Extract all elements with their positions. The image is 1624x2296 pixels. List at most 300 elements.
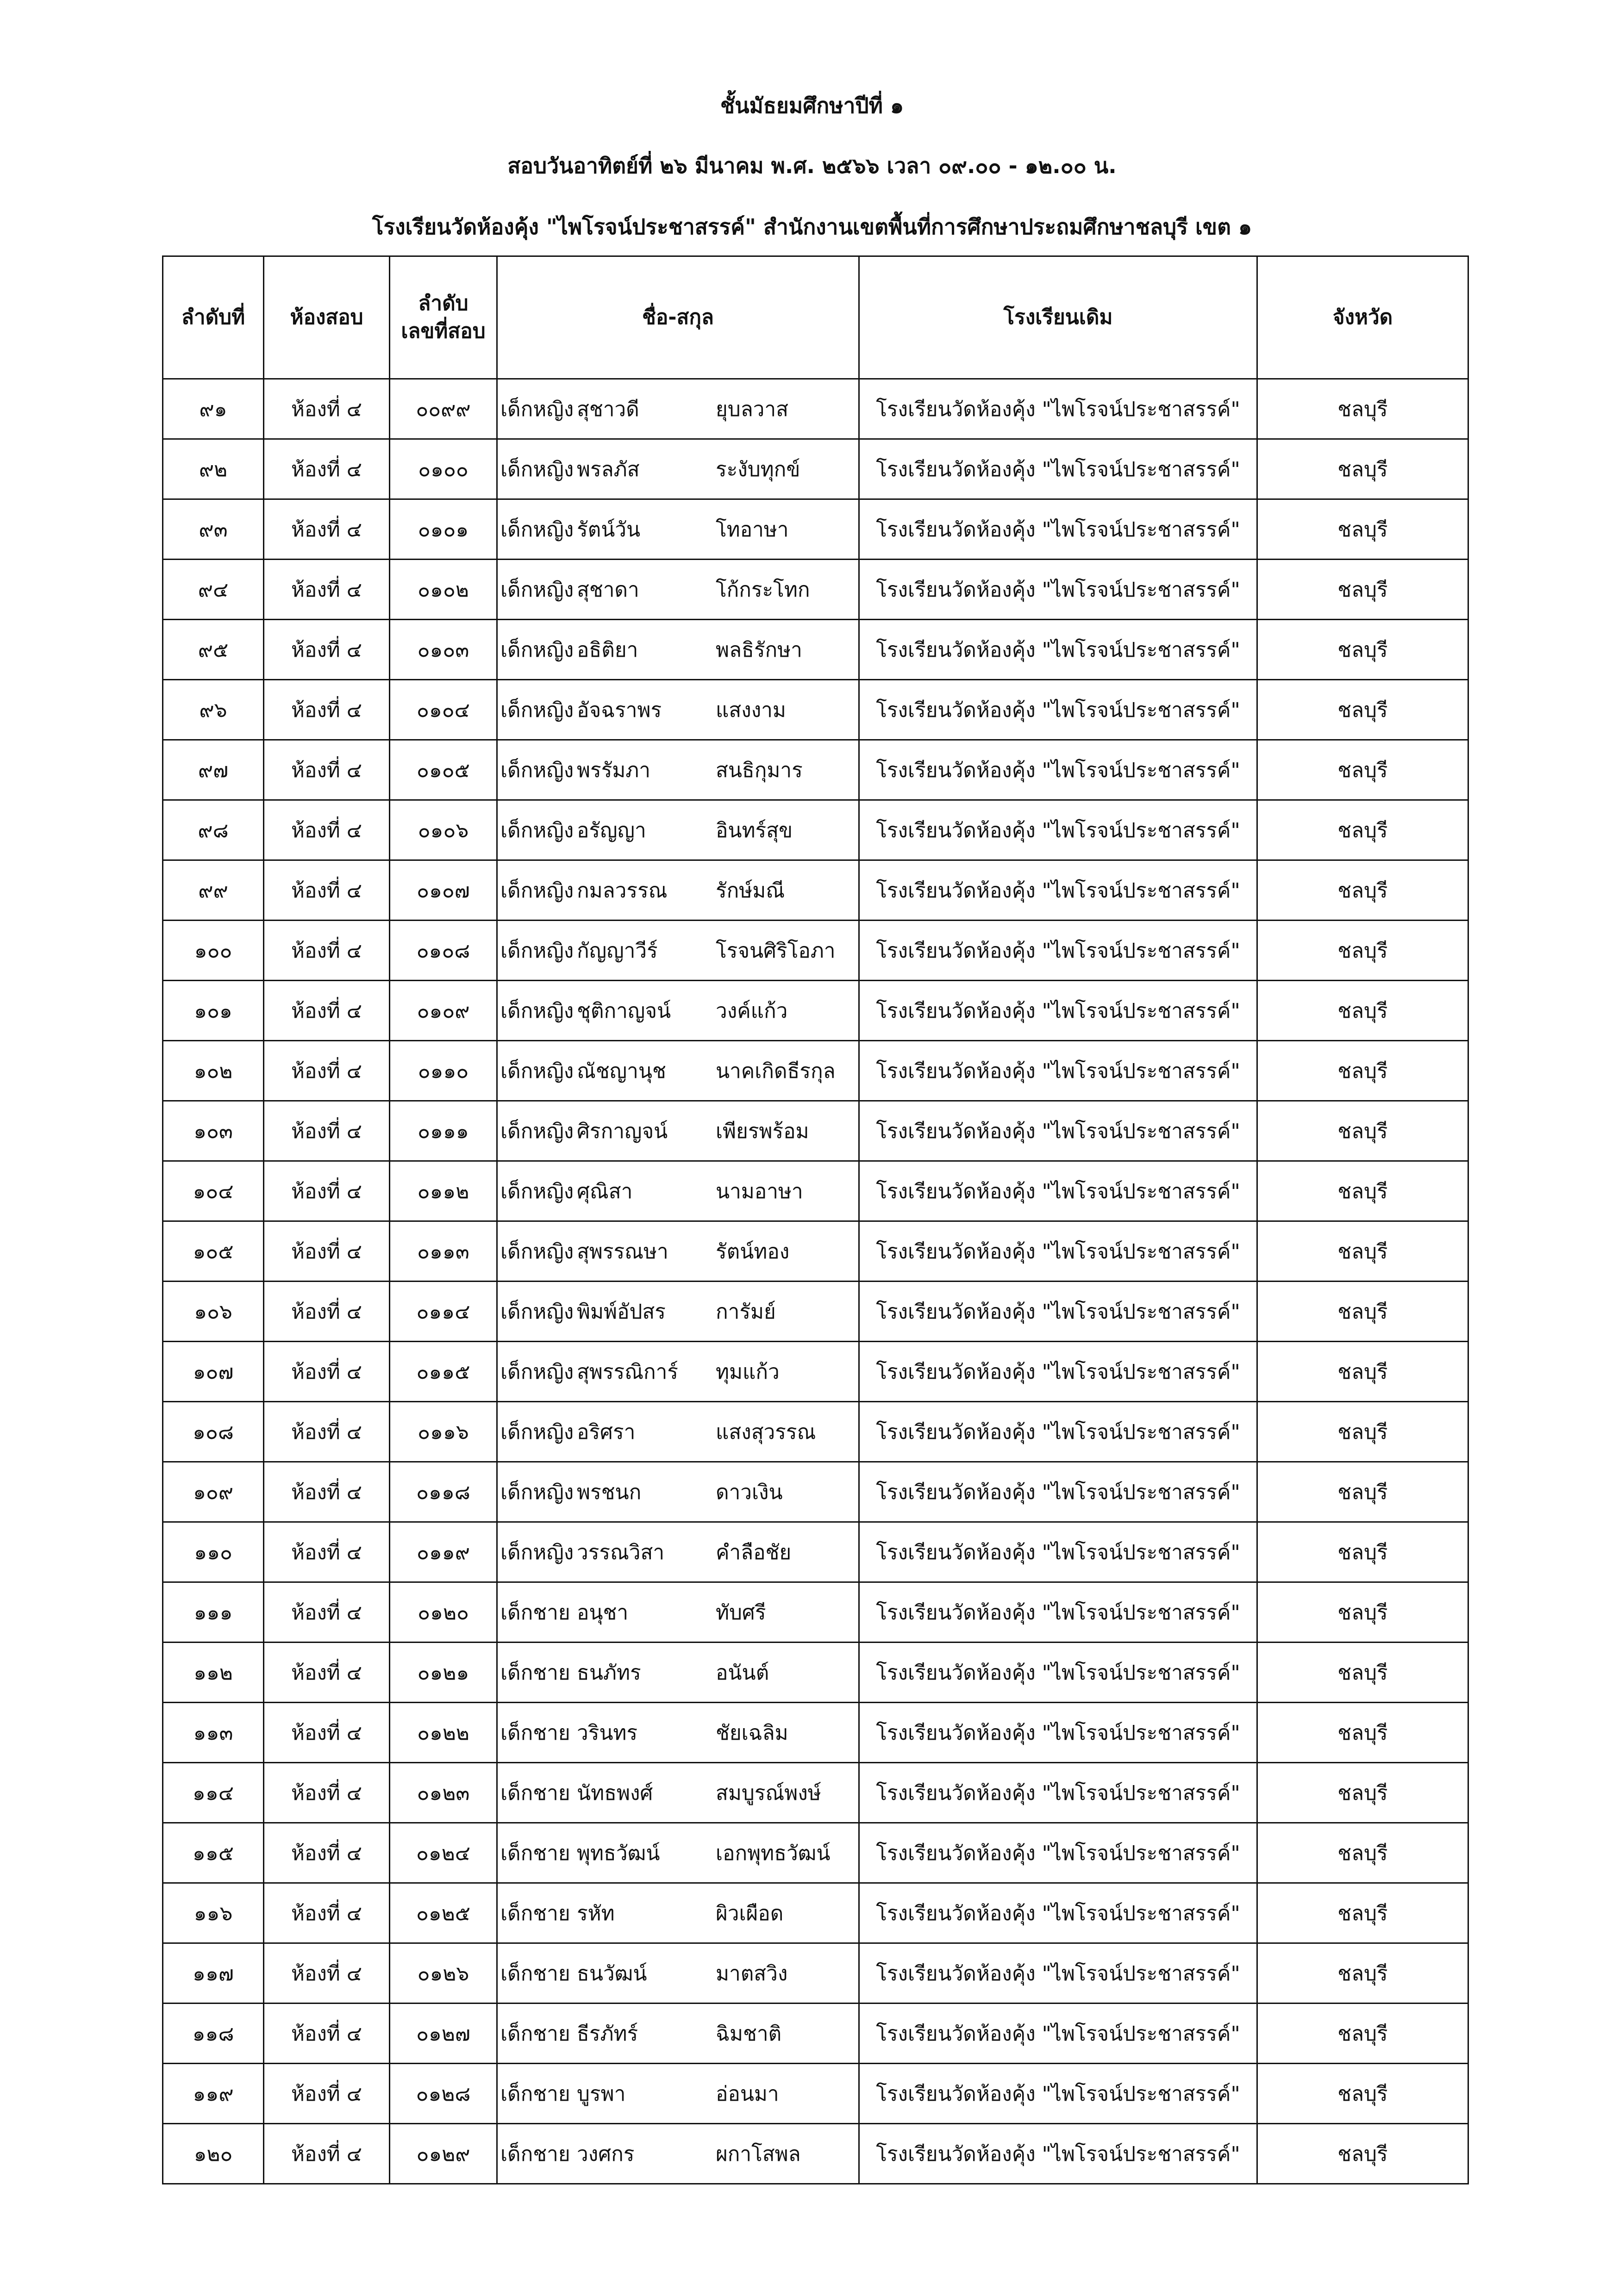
name-prefix: เด็กชาย bbox=[500, 1781, 570, 1805]
school-cell: โรงเรียนวัดห้องคุ้ง "ไพโรจน์ประชาสรรค์" bbox=[859, 1763, 1257, 1823]
first-name: วงศกร bbox=[577, 2142, 635, 2166]
name-prefix: เด็กหญิง bbox=[500, 397, 574, 421]
first-name: อธิติยา bbox=[577, 638, 638, 662]
school-cell: โรงเรียนวัดห้องคุ้ง "ไพโรจน์ประชาสรรค์" bbox=[859, 1823, 1257, 1883]
seat-cell: ๐๑๐๒ bbox=[390, 560, 497, 620]
province-cell: ชลบุรี bbox=[1257, 1462, 1468, 1522]
seat-cell: ๐๑๒๗ bbox=[390, 2004, 497, 2064]
table-row bbox=[163, 921, 1468, 981]
name-prefix: เด็กหญิง bbox=[500, 939, 574, 963]
room-cell: ห้องที่ ๔ bbox=[264, 1282, 390, 1342]
table-row bbox=[163, 800, 1468, 860]
table-row bbox=[163, 1703, 1468, 1763]
first-name: พรรัมภา bbox=[577, 758, 650, 782]
first-name: ธนวัฒน์ bbox=[577, 1961, 647, 1985]
last-name: รัตน์ทอง bbox=[716, 1239, 790, 1263]
last-name: โก้กระโทก bbox=[716, 578, 810, 602]
last-name: ทุมแก้ว bbox=[716, 1360, 780, 1384]
table-row bbox=[163, 981, 1468, 1041]
province-cell: ชลบุรี bbox=[1257, 1643, 1468, 1703]
table-row bbox=[163, 740, 1468, 800]
seat-cell: ๐๑๒๘ bbox=[390, 2064, 497, 2124]
order-cell: ๑๑๑ bbox=[163, 1582, 264, 1643]
province-cell: ชลบุรี bbox=[1257, 1763, 1468, 1823]
room-cell: ห้องที่ ๔ bbox=[264, 1342, 390, 1402]
last-name: โรจนศิริโอภา bbox=[716, 939, 836, 963]
first-name: กัญญาวีร์ bbox=[577, 939, 658, 963]
room-cell: ห้องที่ ๔ bbox=[264, 2064, 390, 2124]
last-name: ยุบลวาส bbox=[716, 397, 788, 421]
name-prefix: เด็กหญิง bbox=[500, 878, 574, 902]
school-cell: โรงเรียนวัดห้องคุ้ง "ไพโรจน์ประชาสรรค์" bbox=[859, 439, 1257, 499]
name-cell bbox=[497, 800, 859, 860]
school-cell: โรงเรียนวัดห้องคุ้ง "ไพโรจน์ประชาสรรค์" bbox=[859, 2004, 1257, 2064]
seat-cell: ๐๑๒๖ bbox=[390, 1943, 497, 2004]
name-cell bbox=[497, 1221, 859, 1282]
table-row bbox=[163, 379, 1468, 439]
name-prefix: เด็กหญิง bbox=[500, 999, 574, 1023]
room-cell: ห้องที่ ๔ bbox=[264, 1462, 390, 1522]
table-body bbox=[163, 379, 1468, 2184]
last-name: ระงับทุกข์ bbox=[716, 457, 800, 481]
last-name: โทอาษา bbox=[716, 517, 789, 541]
table-row bbox=[163, 1823, 1468, 1883]
order-cell: ๑๒๐ bbox=[163, 2124, 264, 2184]
room-cell: ห้องที่ ๔ bbox=[264, 620, 390, 680]
last-name: อ่อนมา bbox=[716, 2082, 779, 2106]
last-name: นาคเกิดธีรกุล bbox=[716, 1059, 836, 1083]
order-cell: ๙๑ bbox=[163, 379, 264, 439]
order-cell: ๑๑๙ bbox=[163, 2064, 264, 2124]
name-cell bbox=[497, 1703, 859, 1763]
first-name: รัตน์วัน bbox=[577, 517, 641, 541]
seat-cell: ๐๑๐๕ bbox=[390, 740, 497, 800]
table-row bbox=[163, 560, 1468, 620]
seat-cell: ๐๑๑๕ bbox=[390, 1342, 497, 1402]
name-prefix: เด็กหญิง bbox=[500, 698, 574, 722]
last-name: การัมย์ bbox=[716, 1300, 776, 1324]
province-cell: ชลบุรี bbox=[1257, 1282, 1468, 1342]
first-name: สุชาดา bbox=[577, 578, 639, 602]
name-prefix: เด็กหญิง bbox=[500, 818, 574, 842]
name-cell bbox=[497, 1763, 859, 1823]
province-cell: ชลบุรี bbox=[1257, 379, 1468, 439]
seat-cell: ๐๐๙๙ bbox=[390, 379, 497, 439]
col-order-header: ลำดับที่ bbox=[163, 256, 264, 379]
province-cell: ชลบุรี bbox=[1257, 921, 1468, 981]
room-cell: ห้องที่ ๔ bbox=[264, 439, 390, 499]
table-row bbox=[163, 1943, 1468, 2004]
header-row bbox=[163, 256, 1468, 379]
name-prefix: เด็กหญิง bbox=[500, 1179, 574, 1203]
first-name: รหัท bbox=[577, 1901, 615, 1925]
order-cell: ๙๘ bbox=[163, 800, 264, 860]
school-cell: โรงเรียนวัดห้องคุ้ง "ไพโรจน์ประชาสรรค์" bbox=[859, 1342, 1257, 1402]
name-cell bbox=[497, 740, 859, 800]
room-cell: ห้องที่ ๔ bbox=[264, 2004, 390, 2064]
seat-cell: ๐๑๑๒ bbox=[390, 1161, 497, 1221]
seat-cell: ๐๑๑๘ bbox=[390, 1462, 497, 1522]
first-name: สุชาวดี bbox=[577, 397, 639, 421]
room-cell: ห้องที่ ๔ bbox=[264, 1643, 390, 1703]
seat-cell: ๐๑๒๑ bbox=[390, 1643, 497, 1703]
province-cell: ชลบุรี bbox=[1257, 620, 1468, 680]
seat-cell: ๐๑๒๒ bbox=[390, 1703, 497, 1763]
school-cell: โรงเรียนวัดห้องคุ้ง "ไพโรจน์ประชาสรรค์" bbox=[859, 499, 1257, 560]
first-name: นัทธพงศ์ bbox=[577, 1781, 653, 1805]
document-title: ชั้นมัธยมศึกษาปีที่ ๑ bbox=[720, 93, 904, 118]
last-name: มาตสวิง bbox=[716, 1961, 788, 1985]
name-prefix: เด็กชาย bbox=[500, 2142, 570, 2166]
name-cell bbox=[497, 1342, 859, 1402]
seat-cell: ๐๑๒๔ bbox=[390, 1823, 497, 1883]
school-cell: โรงเรียนวัดห้องคุ้ง "ไพโรจน์ประชาสรรค์" bbox=[859, 1582, 1257, 1643]
name-cell bbox=[497, 1282, 859, 1342]
school-cell: โรงเรียนวัดห้องคุ้ง "ไพโรจน์ประชาสรรค์" bbox=[859, 1402, 1257, 1462]
first-name: พิมพ์อัปสร bbox=[577, 1300, 666, 1324]
last-name: ฉิมชาติ bbox=[716, 2022, 782, 2046]
name-cell bbox=[497, 1643, 859, 1703]
name-prefix: เด็กชาย bbox=[500, 2022, 570, 2046]
room-cell: ห้องที่ ๔ bbox=[264, 560, 390, 620]
name-prefix: เด็กหญิง bbox=[500, 1480, 574, 1504]
school-cell: โรงเรียนวัดห้องคุ้ง "ไพโรจน์ประชาสรรค์" bbox=[859, 1041, 1257, 1101]
seat-cell: ๐๑๐๔ bbox=[390, 680, 497, 740]
last-name: ชัยเฉลิม bbox=[716, 1721, 788, 1745]
order-cell: ๑๐๘ bbox=[163, 1402, 264, 1462]
name-cell bbox=[497, 1522, 859, 1582]
first-name: ธีรภัทร์ bbox=[577, 2022, 638, 2046]
name-cell bbox=[497, 860, 859, 921]
last-name: คำลือชัย bbox=[716, 1540, 792, 1564]
name-prefix: เด็กชาย bbox=[500, 2082, 570, 2106]
order-cell: ๑๐๒ bbox=[163, 1041, 264, 1101]
school-cell: โรงเรียนวัดห้องคุ้ง "ไพโรจน์ประชาสรรค์" bbox=[859, 1943, 1257, 2004]
province-cell: ชลบุรี bbox=[1257, 981, 1468, 1041]
room-cell: ห้องที่ ๔ bbox=[264, 1041, 390, 1101]
name-prefix: เด็กชาย bbox=[500, 1841, 570, 1865]
seat-cell: ๐๑๐๘ bbox=[390, 921, 497, 981]
last-name: แสงงาม bbox=[716, 698, 786, 722]
seat-cell: ๐๑๑๓ bbox=[390, 1221, 497, 1282]
first-name: ศุณิสา bbox=[577, 1179, 633, 1203]
order-cell: ๑๑๓ bbox=[163, 1703, 264, 1763]
table-row bbox=[163, 1101, 1468, 1161]
room-cell: ห้องที่ ๔ bbox=[264, 1161, 390, 1221]
seat-cell: ๐๑๑๙ bbox=[390, 1522, 497, 1582]
school-cell: โรงเรียนวัดห้องคุ้ง "ไพโรจน์ประชาสรรค์" bbox=[859, 560, 1257, 620]
province-cell: ชลบุรี bbox=[1257, 1883, 1468, 1943]
last-name: เอกพุทธวัฒน์ bbox=[716, 1841, 831, 1865]
seat-cell: ๐๑๐๑ bbox=[390, 499, 497, 560]
table-row bbox=[163, 1221, 1468, 1282]
name-cell bbox=[497, 2124, 859, 2184]
room-cell: ห้องที่ ๔ bbox=[264, 499, 390, 560]
school-cell: โรงเรียนวัดห้องคุ้ง "ไพโรจน์ประชาสรรค์" bbox=[859, 379, 1257, 439]
seat-cell: ๐๑๑๑ bbox=[390, 1101, 497, 1161]
first-name: อรัญญา bbox=[577, 818, 646, 842]
school-cell: โรงเรียนวัดห้องคุ้ง "ไพโรจน์ประชาสรรค์" bbox=[859, 2124, 1257, 2184]
room-cell: ห้องที่ ๔ bbox=[264, 1703, 390, 1763]
first-name: อริศรา bbox=[577, 1420, 636, 1444]
table-row bbox=[163, 1883, 1468, 1943]
name-cell bbox=[497, 1823, 859, 1883]
room-cell: ห้องที่ ๔ bbox=[264, 2124, 390, 2184]
order-cell: ๑๐๗ bbox=[163, 1342, 264, 1402]
order-cell: ๙๕ bbox=[163, 620, 264, 680]
province-cell: ชลบุรี bbox=[1257, 1041, 1468, 1101]
room-cell: ห้องที่ ๔ bbox=[264, 921, 390, 981]
school-office-line: โรงเรียนวัดห้องคุ้ง "ไพโรจน์ประชาสรรค์" สำนักงานเขตพื้นที่การศึกษาประถมศึกษาชลบุรี เขต ๑ bbox=[372, 214, 1252, 239]
name-cell bbox=[497, 921, 859, 981]
room-cell: ห้องที่ ๔ bbox=[264, 740, 390, 800]
last-name: สมบูรณ์พงษ์ bbox=[716, 1781, 821, 1805]
col-seat-header bbox=[390, 256, 497, 379]
name-cell bbox=[497, 560, 859, 620]
first-name: ธนภัทร bbox=[577, 1661, 641, 1685]
province-cell: ชลบุรี bbox=[1257, 1582, 1468, 1643]
first-name: พรชนก bbox=[577, 1480, 642, 1504]
name-prefix: เด็กหญิง bbox=[500, 1119, 574, 1143]
school-cell: โรงเรียนวัดห้องคุ้ง "ไพโรจน์ประชาสรรค์" bbox=[859, 981, 1257, 1041]
first-name: ณัชญานุช bbox=[577, 1059, 666, 1083]
name-cell bbox=[497, 379, 859, 439]
order-cell: ๙๖ bbox=[163, 680, 264, 740]
name-prefix: เด็กชาย bbox=[500, 1600, 570, 1624]
name-prefix: เด็กหญิง bbox=[500, 1360, 574, 1384]
name-prefix: เด็กชาย bbox=[500, 1961, 570, 1985]
name-prefix: เด็กหญิง bbox=[500, 1059, 574, 1083]
first-name: พุทธวัฒน์ bbox=[577, 1841, 660, 1865]
room-cell: ห้องที่ ๔ bbox=[264, 1522, 390, 1582]
table-row bbox=[163, 1161, 1468, 1221]
school-cell: โรงเรียนวัดห้องคุ้ง "ไพโรจน์ประชาสรรค์" bbox=[859, 1462, 1257, 1522]
first-name: สุพรรณษา bbox=[577, 1239, 668, 1263]
name-prefix: เด็กหญิง bbox=[500, 1239, 574, 1263]
province-cell: ชลบุรี bbox=[1257, 860, 1468, 921]
province-cell: ชลบุรี bbox=[1257, 1342, 1468, 1402]
name-prefix: เด็กหญิง bbox=[500, 457, 574, 481]
name-cell bbox=[497, 439, 859, 499]
room-cell: ห้องที่ ๔ bbox=[264, 1883, 390, 1943]
order-cell: ๑๐๙ bbox=[163, 1462, 264, 1522]
name-prefix: เด็กหญิง bbox=[500, 1540, 574, 1564]
table-row bbox=[163, 1282, 1468, 1342]
school-cell: โรงเรียนวัดห้องคุ้ง "ไพโรจน์ประชาสรรค์" bbox=[859, 1221, 1257, 1282]
province-cell: ชลบุรี bbox=[1257, 1221, 1468, 1282]
school-cell: โรงเรียนวัดห้องคุ้ง "ไพโรจน์ประชาสรรค์" bbox=[859, 2064, 1257, 2124]
last-name: วงค์แก้ว bbox=[716, 999, 788, 1023]
order-cell: ๑๐๓ bbox=[163, 1101, 264, 1161]
order-cell: ๑๑๖ bbox=[163, 1883, 264, 1943]
school-cell: โรงเรียนวัดห้องคุ้ง "ไพโรจน์ประชาสรรค์" bbox=[859, 620, 1257, 680]
order-cell: ๙๒ bbox=[163, 439, 264, 499]
name-cell bbox=[497, 2064, 859, 2124]
table-row bbox=[163, 2124, 1468, 2184]
first-name: อัจฉราพร bbox=[577, 698, 662, 722]
name-cell bbox=[497, 1943, 859, 2004]
first-name: ชุติกาญจน์ bbox=[577, 999, 671, 1023]
last-name: ดาวเงิน bbox=[716, 1480, 783, 1504]
name-prefix: เด็กหญิง bbox=[500, 758, 574, 782]
name-cell bbox=[497, 1041, 859, 1101]
seat-cell: ๐๑๑๖ bbox=[390, 1402, 497, 1462]
table-header bbox=[163, 256, 1468, 379]
table-row bbox=[163, 1342, 1468, 1402]
seat-cell: ๐๑๑๐ bbox=[390, 1041, 497, 1101]
name-prefix: เด็กหญิง bbox=[500, 1300, 574, 1324]
province-cell: ชลบุรี bbox=[1257, 800, 1468, 860]
order-cell: ๙๓ bbox=[163, 499, 264, 560]
first-name: กมลวรรณ bbox=[577, 878, 668, 902]
col-name-header: ชื่อ-สกุล bbox=[497, 256, 859, 379]
seat-cell: ๐๑๐๙ bbox=[390, 981, 497, 1041]
last-name: เพียรพร้อม bbox=[716, 1119, 809, 1143]
table-row bbox=[163, 860, 1468, 921]
school-cell: โรงเรียนวัดห้องคุ้ง "ไพโรจน์ประชาสรรค์" bbox=[859, 1883, 1257, 1943]
order-cell: ๑๐๖ bbox=[163, 1282, 264, 1342]
school-cell: โรงเรียนวัดห้องคุ้ง "ไพโรจน์ประชาสรรค์" bbox=[859, 800, 1257, 860]
name-prefix: เด็กหญิง bbox=[500, 638, 574, 662]
province-cell: ชลบุรี bbox=[1257, 560, 1468, 620]
order-cell: ๑๑๗ bbox=[163, 1943, 264, 2004]
name-cell bbox=[497, 981, 859, 1041]
name-cell bbox=[497, 1101, 859, 1161]
school-cell: โรงเรียนวัดห้องคุ้ง "ไพโรจน์ประชาสรรค์" bbox=[859, 1643, 1257, 1703]
col-province-header: จังหวัด bbox=[1257, 256, 1468, 379]
name-prefix: เด็กชาย bbox=[500, 1661, 570, 1685]
province-cell: ชลบุรี bbox=[1257, 499, 1468, 560]
room-cell: ห้องที่ ๔ bbox=[264, 379, 390, 439]
order-cell: ๑๑๕ bbox=[163, 1823, 264, 1883]
order-cell: ๑๐๐ bbox=[163, 921, 264, 981]
name-cell bbox=[497, 1462, 859, 1522]
room-cell: ห้องที่ ๔ bbox=[264, 1763, 390, 1823]
province-cell: ชลบุรี bbox=[1257, 1402, 1468, 1462]
order-cell: ๑๐๕ bbox=[163, 1221, 264, 1282]
name-prefix: เด็กชาย bbox=[500, 1901, 570, 1925]
name-cell bbox=[497, 1883, 859, 1943]
room-cell: ห้องที่ ๔ bbox=[264, 981, 390, 1041]
province-cell: ชลบุรี bbox=[1257, 1943, 1468, 2004]
province-cell: ชลบุรี bbox=[1257, 439, 1468, 499]
province-cell: ชลบุรี bbox=[1257, 1823, 1468, 1883]
table-row bbox=[163, 1462, 1468, 1522]
first-name: วรินทร bbox=[577, 1721, 638, 1745]
order-cell: ๑๑๘ bbox=[163, 2004, 264, 2064]
school-cell: โรงเรียนวัดห้องคุ้ง "ไพโรจน์ประชาสรรค์" bbox=[859, 1522, 1257, 1582]
province-cell: ชลบุรี bbox=[1257, 2064, 1468, 2124]
name-cell bbox=[497, 620, 859, 680]
order-cell: ๑๑๒ bbox=[163, 1643, 264, 1703]
order-cell: ๑๐๔ bbox=[163, 1161, 264, 1221]
seat-cell: ๐๑๐๗ bbox=[390, 860, 497, 921]
seat-cell: ๐๑๒๐ bbox=[390, 1582, 497, 1643]
first-name: วรรณวิสา bbox=[577, 1540, 665, 1564]
table-row bbox=[163, 1763, 1468, 1823]
order-cell: ๙๙ bbox=[163, 860, 264, 921]
seat-cell: ๐๑๑๔ bbox=[390, 1282, 497, 1342]
room-cell: ห้องที่ ๔ bbox=[264, 860, 390, 921]
name-cell bbox=[497, 2004, 859, 2064]
col-room-header: ห้องสอบ bbox=[264, 256, 390, 379]
name-prefix: เด็กชาย bbox=[500, 1721, 570, 1745]
province-cell: ชลบุรี bbox=[1257, 1522, 1468, 1582]
first-name: สุพรรณิการ์ bbox=[577, 1360, 678, 1384]
name-prefix: เด็กหญิง bbox=[500, 1420, 574, 1444]
seat-cell: ๐๑๒๕ bbox=[390, 1883, 497, 1943]
province-cell: ชลบุรี bbox=[1257, 2124, 1468, 2184]
first-name: พรลภัส bbox=[577, 457, 640, 481]
last-name: พลธิรักษา bbox=[716, 638, 802, 662]
name-cell bbox=[497, 1582, 859, 1643]
school-cell: โรงเรียนวัดห้องคุ้ง "ไพโรจน์ประชาสรรค์" bbox=[859, 1161, 1257, 1221]
room-cell: ห้องที่ ๔ bbox=[264, 1582, 390, 1643]
province-cell: ชลบุรี bbox=[1257, 740, 1468, 800]
last-name: สนธิกุมาร bbox=[716, 758, 803, 782]
province-cell: ชลบุรี bbox=[1257, 2004, 1468, 2064]
first-name: ศิรกาญจน์ bbox=[577, 1119, 668, 1143]
table-row bbox=[163, 439, 1468, 499]
province-cell: ชลบุรี bbox=[1257, 1703, 1468, 1763]
table-row bbox=[163, 1582, 1468, 1643]
name-cell bbox=[497, 1161, 859, 1221]
last-name: อินทร์สุข bbox=[716, 818, 793, 842]
col-seat-header-line1: ลำดับ bbox=[418, 292, 468, 315]
student-table bbox=[162, 255, 1469, 2184]
first-name: บูรพา bbox=[577, 2082, 626, 2106]
order-cell: ๑๐๑ bbox=[163, 981, 264, 1041]
room-cell: ห้องที่ ๔ bbox=[264, 800, 390, 860]
province-cell: ชลบุรี bbox=[1257, 680, 1468, 740]
name-cell bbox=[497, 1402, 859, 1462]
col-school-header: โรงเรียนเดิม bbox=[859, 256, 1257, 379]
last-name: ทับศรี bbox=[716, 1600, 766, 1624]
table-row bbox=[163, 499, 1468, 560]
first-name: อนุชา bbox=[577, 1600, 629, 1624]
order-cell: ๑๑๔ bbox=[163, 1763, 264, 1823]
province-cell: ชลบุรี bbox=[1257, 1101, 1468, 1161]
school-cell: โรงเรียนวัดห้องคุ้ง "ไพโรจน์ประชาสรรค์" bbox=[859, 680, 1257, 740]
room-cell: ห้องที่ ๔ bbox=[264, 1402, 390, 1462]
last-name: นามอาษา bbox=[716, 1179, 803, 1203]
seat-cell: ๐๑๒๙ bbox=[390, 2124, 497, 2184]
table-row bbox=[163, 1041, 1468, 1101]
last-name: อนันต์ bbox=[716, 1661, 769, 1685]
name-prefix: เด็กหญิง bbox=[500, 578, 574, 602]
last-name: แสงสุวรรณ bbox=[716, 1420, 816, 1444]
name-cell bbox=[497, 680, 859, 740]
order-cell: ๙๗ bbox=[163, 740, 264, 800]
room-cell: ห้องที่ ๔ bbox=[264, 1823, 390, 1883]
table-row bbox=[163, 680, 1468, 740]
order-cell: ๙๔ bbox=[163, 560, 264, 620]
table-row bbox=[163, 620, 1468, 680]
order-cell: ๑๑๐ bbox=[163, 1522, 264, 1582]
last-name: ผิวเผือด bbox=[716, 1901, 784, 1925]
seat-cell: ๐๑๐๖ bbox=[390, 800, 497, 860]
seat-cell: ๐๑๐๓ bbox=[390, 620, 497, 680]
seat-cell: ๐๑๐๐ bbox=[390, 439, 497, 499]
room-cell: ห้องที่ ๔ bbox=[264, 1943, 390, 2004]
province-cell: ชลบุรี bbox=[1257, 1161, 1468, 1221]
school-cell: โรงเรียนวัดห้องคุ้ง "ไพโรจน์ประชาสรรค์" bbox=[859, 860, 1257, 921]
col-seat-header-line2: เลขที่สอบ bbox=[401, 319, 486, 343]
room-cell: ห้องที่ ๔ bbox=[264, 680, 390, 740]
school-cell: โรงเรียนวัดห้องคุ้ง "ไพโรจน์ประชาสรรค์" bbox=[859, 1282, 1257, 1342]
last-name: รักษ์มณี bbox=[716, 878, 785, 902]
table-row bbox=[163, 1522, 1468, 1582]
